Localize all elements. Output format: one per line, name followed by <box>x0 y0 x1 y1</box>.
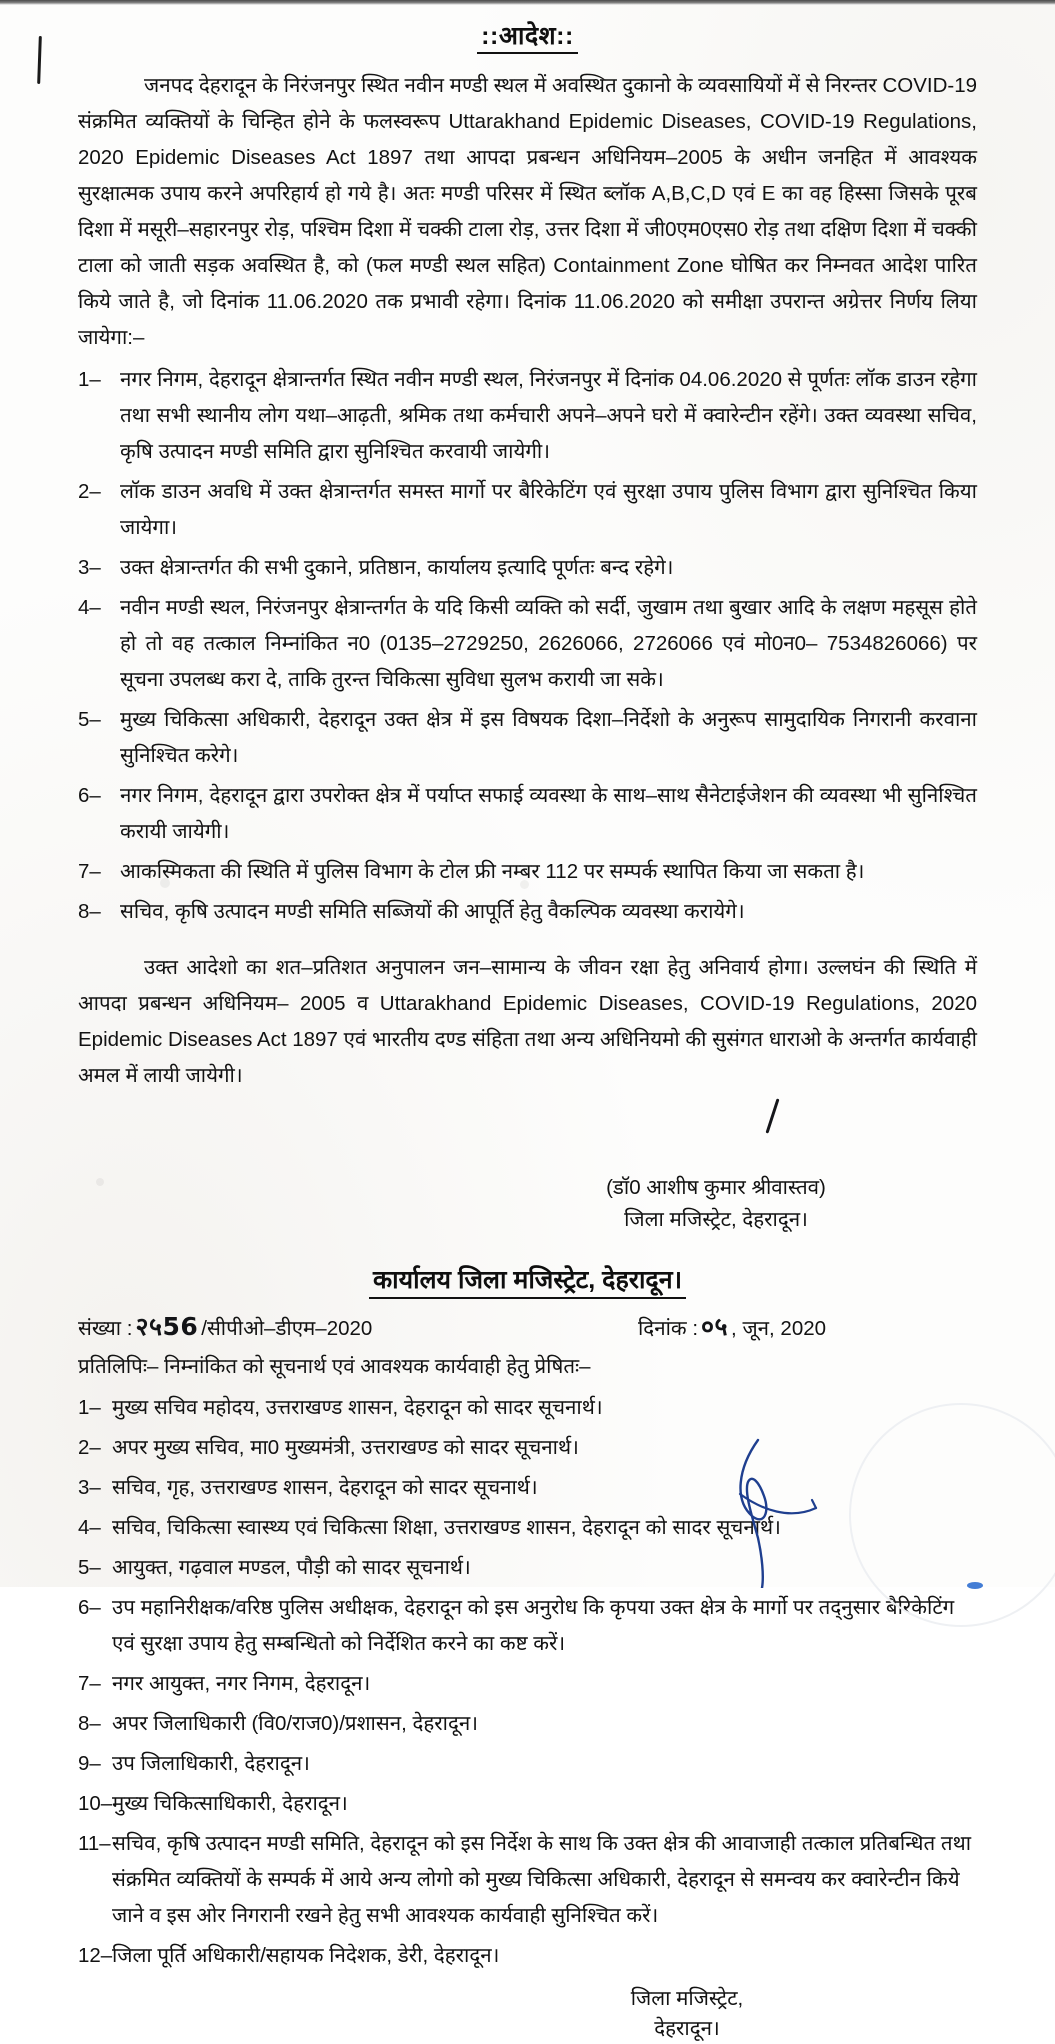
order-list-item <box>78 590 977 698</box>
copy-item-text: मुख्य सचिव महोदय, उत्तराखण्ड शासन, देहरादून को सादर सूचनार्थ। <box>112 1396 603 1419</box>
copy-item-number: 1– <box>78 1396 101 1419</box>
order-item-number: 2– <box>78 480 101 503</box>
order-item-text: आकस्मिकता की स्थिति में पुलिस विभाग के टोल फ्री नम्बर 112 पर सम्पर्क स्थापित किया जा सकता है। <box>120 860 865 883</box>
copy-list-item <box>78 1550 977 1586</box>
order-item-text: लॉक डाउन अवधि में उक्त क्षेत्रान्तर्गत समस्त मार्गो पर बैरिकेटिंग एवं सुरक्षा उपाय पुलिस विभाग द्वारा सुनिश्चित किया जायेगा। <box>120 480 977 539</box>
copy-list-item <box>78 1938 977 1974</box>
copy-item-text: उप महानिरीक्षक/वरिष्ठ पुलिस अधीक्षक, देहरादून को इस अनुरोध कि कृपया उक्त क्षेत्र के मार्गो पर तद्नुसार बैरिकेटिंग एवं सुरक्षा उपाय हेतु सम्बन्धितो को निर्देशित करने का कष्ट करें। <box>112 1596 955 1655</box>
signatory-designation: जिला मजिस्ट्रेट, देहरादून। <box>624 1208 808 1231</box>
order-list-item <box>78 778 977 850</box>
reference-date-suffix: , जून, 2020 <box>731 1317 827 1340</box>
signature-block <box>501 1172 977 1236</box>
order-item-text: मुख्य चिकित्सा अधिकारी, देहरादून उक्त क्षेत्र में इस विषयक दिशा–निर्देशो के अनुरूप सामुदायिक निगरानी करवाना सुनिश्चित करेगे। <box>120 708 977 767</box>
reference-date-value: ०५ <box>701 1312 729 1341</box>
copy-item-number: 12– <box>78 1944 113 1967</box>
reference-row <box>78 1310 977 1346</box>
reference-date-label: दिनांक : <box>638 1317 699 1340</box>
copy-item-number: 9– <box>78 1752 101 1775</box>
order-list-item <box>78 894 977 930</box>
intro-paragraph: जनपद देहरादून के निरंजनपुर स्थित नवीन मण्डी स्थल में अवस्थित दुकानो के व्यवसायियों में से निरन्तर COVID-19 संक्रमित व्यक्तियों के चिन्हित होने के फलस्वरूप Uttarakhand Epidemic Diseases, COVID-19 Regulations, 2020 Epidemic Diseases Act 1897 तथा आपदा प्रबन्धन अधिनियम–2005 के अधीन जनहित में आवश्यक सुरक्षात्मक उपाय करने अपरिहार्य हो गये है। अतः मण्डी परिसर में स्थित ब्लॉक A,B,C,D एवं E का वह हिस्सा जिसके पूरब दिशा में मसूरी–सहारनपुर रोड़, पश्चिम दिशा में चक्की टाला रोड़, उत्तर दिशा में जी0एम0एस0 रोड़ तथा दक्षिण दिशा में चक्की टाला को जाती सड़क अवस्थित है, को (फल मण्डी स्थल सहित) Containment Zone घोषित कर निम्नवत आदेश पारित किये जाते है, जो दिनांक 11.06.2020 तक प्रभावी रहेगा। दिनांक 11.06.2020 को समीक्षा उपरान्त अग्रेत्तर निर्णय लिया जायेगा:– <box>78 74 977 349</box>
order-item-number: 4– <box>78 596 101 619</box>
reference-number-label: संख्या : <box>78 1317 133 1340</box>
order-item-text: सचिव, कृषि उत्पादन मण्डी समिति सब्जियों की आपूर्ति हेतु वैकल्पिक व्यवस्था करायेगे। <box>120 900 745 923</box>
copy-list-item <box>78 1390 977 1426</box>
order-list-item <box>78 550 977 586</box>
copy-item-text: सचिव, गृह, उत्तराखण्ड शासन, देहरादून को सादर सूचनार्थ। <box>112 1476 538 1499</box>
copy-item-text: अपर जिलाधिकारी (वि0/राज0)/प्रशासन, देहरादून। <box>112 1712 478 1735</box>
footer-designation-line-2: देहरादून। <box>654 2017 720 2040</box>
copy-item-number: 6– <box>78 1596 101 1619</box>
copy-intro-text: प्रतिलिपिः– निम्नांकित को सूचनार्थ एवं आवश्यक कार्यवाही हेतु प्रेषितः– <box>78 1355 591 1378</box>
order-list-item <box>78 854 977 890</box>
copy-item-number: 7– <box>78 1672 101 1695</box>
copy-list-item <box>78 1706 977 1742</box>
reference-number-value: २५56 <box>135 1312 199 1341</box>
copy-list-item <box>78 1746 977 1782</box>
order-item-number: 3– <box>78 556 101 579</box>
office-header-text: कार्यालय जिला मजिस्ट्रेट, देहरादून। <box>369 1266 686 1299</box>
order-directive-list <box>78 362 977 930</box>
copy-item-text: उप जिलाधिकारी, देहरादून। <box>112 1752 310 1775</box>
copy-list-item <box>78 1666 977 1702</box>
copy-item-text: मुख्य चिकित्साधिकारी, देहरादून। <box>112 1792 348 1815</box>
copy-item-text: आयुक्त, गढ़वाल मण्डल, पौड़ी को सादर सूचनार्थ। <box>112 1556 471 1579</box>
footer-designation-line-1: जिला मजिस्ट्रेट, <box>630 1987 744 2010</box>
signatory-name: (डॉ0 आशीष कुमार श्रीवास्तव) <box>606 1176 826 1199</box>
order-item-number: 1– <box>78 368 101 391</box>
seal-ink-dot <box>967 1582 983 1589</box>
page-title <box>78 18 977 52</box>
copy-list-item <box>78 1590 977 1662</box>
order-list-item <box>78 474 977 546</box>
copy-item-text: सचिव, चिकित्सा स्वास्थ्य एवं चिकित्सा शिक्षा, उत्तराखण्ड शासन, देहरादून को सादर सूचनार्थ। <box>112 1516 781 1539</box>
copy-item-number: 3– <box>78 1476 101 1499</box>
copy-item-number: 4– <box>78 1516 101 1539</box>
order-list-item <box>78 702 977 774</box>
closing-paragraph: उक्त आदेशो का शत–प्रतिशत अनुपालन जन–सामान्य के जीवन रक्षा हेतु अनिवार्य होगा। उल्लघंन की स्थिति में आपदा प्रबन्धन अधिनियम– 2005 व Uttarakhand Epidemic Diseases, COVID-19 Regulations, 2020 Epidemic Diseases Act 1897 एवं भारतीय दण्ड संहिता तथा अन्य अधिनियमो की सुसंगत धाराओ के अन्तर्गत कार्यवाही अमल में लायी जायेगी। <box>78 956 977 1087</box>
copy-item-text: अपर मुख्य सचिव, मा0 मुख्यमंत्री, उत्तराखण्ड को सादर सूचनार्थ। <box>112 1436 579 1459</box>
footer-signature-block <box>477 1984 977 2044</box>
copy-item-number: 5– <box>78 1556 101 1579</box>
copy-list-item <box>78 1786 977 1822</box>
office-header <box>78 1262 977 1296</box>
copy-item-text: जिला पूर्ति अधिकारी/सहायक निदेशक, डेरी, देहरादून। <box>112 1944 500 1967</box>
order-item-number: 7– <box>78 860 101 883</box>
copy-item-number: 2– <box>78 1436 101 1459</box>
copy-list-item <box>78 1826 977 1934</box>
copy-item-number: 11– <box>78 1832 111 1855</box>
reference-number-group <box>78 1310 638 1346</box>
page-title-text: ::आदेश:: <box>477 22 578 54</box>
order-item-text: उक्त क्षेत्रान्तर्गत की सभी दुकाने, प्रतिष्ठान, कार्यालय इत्यादि पूर्णतः बन्द रहेगे। <box>120 556 674 579</box>
copy-item-text: सचिव, कृषि उत्पादन मण्डी समिति, देहरादून को इस निर्देश के साथ कि उक्त क्षेत्र की आवाजाही तत्काल प्रतिबन्धित तथा संक्रमित व्यक्तियों के सम्पर्क में आये अन्य लोगो को मुख्य चिकित्सा अधिकारी, देहरादून से समन्वय कर क्वारेन्टीन किये जाने व इस ओर निगरानी रखने हेतु सभी आवश्यक कार्यवाही सुनिश्चित करें। <box>112 1832 972 1927</box>
copy-distribution-list <box>78 1390 977 1974</box>
order-item-number: 6– <box>78 784 101 807</box>
copy-list-item <box>78 1430 977 1466</box>
order-item-number: 8– <box>78 900 101 923</box>
reference-number-suffix: /सीपीओ–डीएम–2020 <box>201 1317 373 1340</box>
order-item-text: नवीन मण्डी स्थल, निरंजनपुर क्षेत्रान्तर्गत के यदि किसी व्यक्ति को सर्दी, जुखाम तथा बुखार आदि के लक्षण महसूस होते हो तो वह तत्काल निम्नांकित न0 (0135–2729250, 2626066, 2726066 एवं मो0न0– 7534826066) पर सूचना उपलब्ध करा दे, ताकि तुरन्त चिकित्सा सुविधा सुलभ करायी जा सके। <box>120 596 977 691</box>
order-item-text: नगर निगम, देहरादून क्षेत्रान्तर्गत स्थित नवीन मण्डी स्थल, निरंजनपुर में दिनांक 04.06.2020 से पूर्णतः लॉक डाउन रहेगा तथा सभी स्थानीय लोग यथा–आढ़ती, श्रमिक तथा कर्मचारी अपने–अपने घरो में क्वारेन्टीन रहेंगे। उक्त व्यवस्था सचिव, कृषि उत्पादन मण्डी समिति द्वारा सुनिश्चित करवायी जायेगी। <box>120 368 978 463</box>
copy-list-item <box>78 1470 977 1506</box>
order-list-item <box>78 362 977 470</box>
order-item-text: नगर निगम, देहरादून द्वारा उपरोक्त क्षेत्र में पर्याप्त सफाई व्यवस्था के साथ–साथ सैनेटाईजेशन की व्यवस्था भी सुनिश्चित करायी जायेगी। <box>120 784 977 843</box>
copy-item-number: 8– <box>78 1712 101 1735</box>
reference-date-group <box>638 1310 977 1346</box>
order-item-number: 5– <box>78 708 101 731</box>
signature-stroke <box>547 1094 977 1138</box>
copy-list-item <box>78 1510 977 1546</box>
copy-item-number: 10– <box>78 1792 113 1815</box>
copy-item-text: नगर आयुक्त, नगर निगम, देहरादून। <box>112 1672 371 1695</box>
